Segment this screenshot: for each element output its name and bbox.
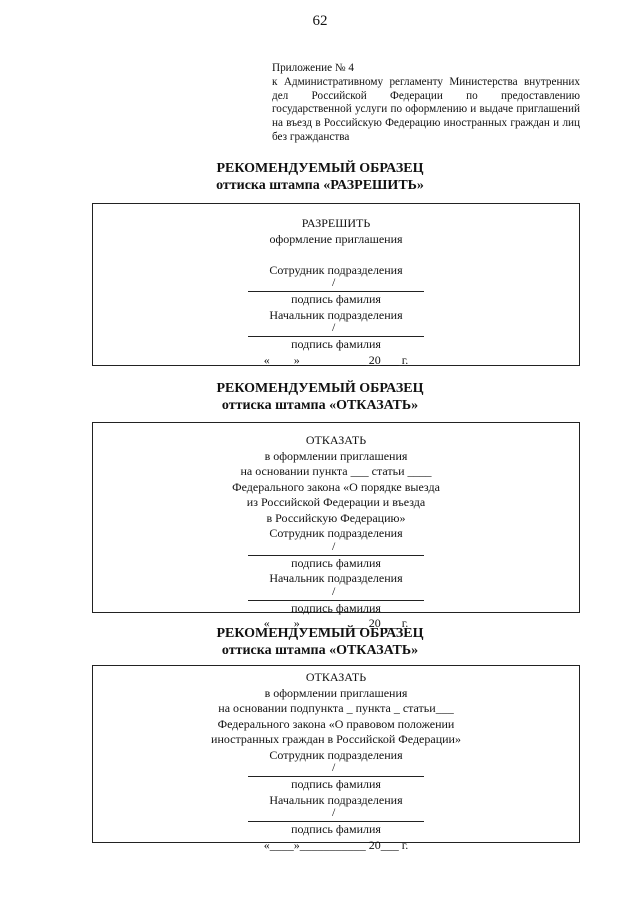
signature-slash: / [332,275,336,289]
stamp-refuse-sample-1 [92,422,580,630]
chief-label: Начальник подразделения [269,307,403,322]
section1-heading [0,160,640,194]
signature-slash: / [332,760,336,774]
page-number: 62 [312,13,328,29]
section2-heading [0,380,640,414]
date-line: «____»___________ 20___ г. [263,352,409,367]
section3-heading [0,625,640,659]
stamp-line: оформление приглашения [269,231,403,246]
stamp-permit-sample [92,203,580,366]
signature-slash: / [332,538,336,553]
stamp-line: ОТКАЗАТЬ [305,670,367,684]
date-line: «____»___________ 20___ г. [263,616,409,630]
signature-line [248,760,424,777]
signature-caption: подпись фамилия [291,822,381,836]
signature-caption: подпись фамилия [291,555,381,570]
stamp-line: Сотрудник подразделения [269,747,403,762]
signature-caption: подпись фамилия [291,292,381,306]
signature-line [248,538,424,556]
stamp-line: ОТКАЗАТЬ [305,433,367,447]
chief-label: Начальник подразделения [269,792,403,807]
section3-heading-line2: оттиска штампа «ОТКАЗАТЬ» [221,643,419,658]
chief-label: Начальник подразделения [269,571,403,585]
stamp-line: из Российской Федерации и въезда [246,495,426,509]
signature-caption: подпись фамилия [291,600,381,615]
section1-heading-line2: оттиска штампа «РАЗРЕШИТЬ» [216,178,424,193]
stamp-line: РАЗРЕШИТЬ [301,216,371,230]
appendix-note [272,62,580,145]
section2-heading-line1: РЕКОМЕНДУЕМЫЙ ОБРАЗЕЦ [216,381,424,396]
stamp-line: Федерального закона «О правовом положении [217,716,455,731]
signature-line [248,583,424,601]
signature-caption: подпись фамилия [291,777,381,791]
signature-line [248,320,424,337]
appendix-body: к Административному регламенту Министерства внутренних дел Российской Федерации по предоставлению государственной услуги по оформлению и выдаче приглашений на въезд в Российскую Федерацию иностранных граждан и лиц без гражданства [272,75,580,143]
date-line: «____»___________ 20___ г. [263,837,409,852]
section2-heading-line2: оттиска штампа «ОТКАЗАТЬ» [221,398,419,413]
appendix-title: Приложение № 4 [272,62,354,74]
signature-caption: подпись фамилия [291,337,381,351]
stamp-line: в оформлении приглашения [264,685,408,700]
stamp-line: в Российскую Федерацию» [266,510,406,525]
signature-slash: / [332,583,336,598]
stamp-line: на основании пункта ___ статьи ____ [240,464,432,478]
stamp-refuse-sample-2 [92,665,580,852]
stamp-line: иностранных граждан в Российской Федерации» [211,732,461,746]
signature-slash: / [332,320,336,334]
section1-heading-line1: РЕКОМЕНДУЕМЫЙ ОБРАЗЕЦ [216,161,424,176]
stamp-line [93,247,579,263]
stamp-line: на основании подпункта _ пункта _ статьи___ [218,701,454,715]
stamp-line: Сотрудник подразделения [269,262,403,277]
section3-heading-line1: РЕКОМЕНДУЕМЫЙ ОБРАЗЕЦ [216,626,424,641]
signature-slash: / [332,805,336,819]
stamp-line: Сотрудник подразделения [269,526,403,540]
stamp-line: Федерального закона «О порядке выезда [232,479,440,494]
signature-line [248,805,424,822]
stamp-line: в оформлении приглашения [264,448,408,463]
signature-line [248,275,424,292]
